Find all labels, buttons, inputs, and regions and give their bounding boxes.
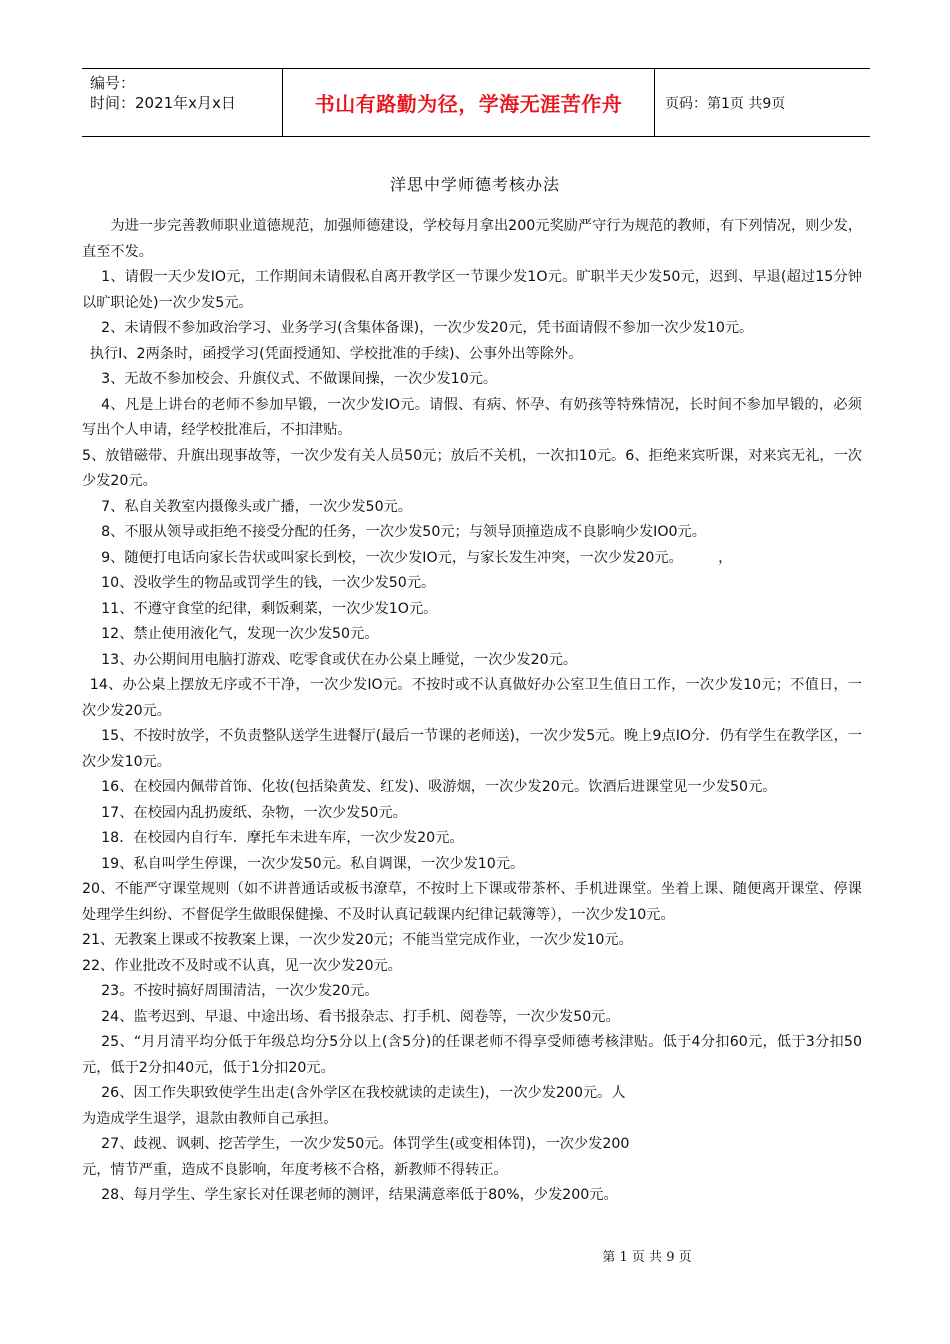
body-paragraph: 18．在校园内自行车．摩托车未进车库，一次少发20元。 xyxy=(101,830,464,846)
body-paragraph: 元，情节严重，造成不良影响，年度考核不合格，新教师不得转正。 xyxy=(82,1161,508,1178)
document-number-label: 编号： xyxy=(90,74,136,92)
body-paragraph: 25、“月月清平均分低于年级总均分5分以上(含5分)的任课老师不得享受师德考核津贴。低于4分扣60元，低于3分扣50元，低于2分扣40元，低于1分扣20元。 xyxy=(82,1034,862,1076)
body-paragraph: 19、私自叫学生停课，一次少发50元。私自调课，一次少发10元。 xyxy=(101,855,525,872)
body-paragraph: 7、私自关教室内摄像头或广播，一次少发50元。 xyxy=(101,498,412,515)
body-paragraph: 22、作业批改不及时或不认真，见一次少发20元。 xyxy=(82,957,402,974)
body-paragraph: 13、办公期间用电脑打游戏、吃零食或伏在办公桌上睡觉，一次少发20元。 xyxy=(101,651,578,668)
body-paragraph: 24、监考迟到、早退、中途出场、看书报杂志、打手机、阅卷等，一次少发50元。 xyxy=(101,1008,620,1025)
body-paragraph: 5、放错磁带、升旗出现事故等，一次少发有关人员50元；放后不关机，一次扣10元。6、拒绝来宾听课，对来宾无礼，一次少发20元。 xyxy=(82,447,862,489)
body-paragraph: 20、不能严守课堂规则（如不讲普通话或板书潦草，不按时上下课或带茶杯、手机进课堂。坐着上课、随便离开课堂、停课处理学生纠纷、不督促学生做眼保健操、不及时认真记载课内纪律记载簿等），一次少发10元。 xyxy=(82,881,862,923)
document-body xyxy=(82,214,862,1209)
body-paragraph: 为造成学生退学，退款由教师自己承担。 xyxy=(82,1110,338,1127)
page-footer: 第 1 页 共 9 页 xyxy=(602,1250,692,1265)
body-paragraph: 21、无教案上课或不按教案上课，一次少发20元；不能当堂完成作业，一次少发10元。 xyxy=(82,932,633,948)
header-page-info: 页码：第1页 共9页 xyxy=(665,95,786,112)
header-meta xyxy=(82,69,282,136)
body-paragraph: 2、未请假不参加政治学习、业务学习(含集体备课)，一次少发20元，凭书面请假不参加一次少发10元。 xyxy=(101,320,754,336)
document-title: 洋思中学师德考核办法 xyxy=(389,175,560,194)
body-paragraph: 26、因工作失职致使学生出走(含外学区在我校就读的走读生)，一次少发200元。人 xyxy=(101,1085,626,1101)
body-paragraph: 23。不按时搞好周围清洁，一次少发20元。 xyxy=(101,983,379,999)
body-paragraph: 27、歧视、讽刺、挖苦学生，一次少发50元。体罚学生(或变相体罚)，一次少发200 xyxy=(101,1136,630,1152)
body-paragraph: 4、凡是上讲台的老师不参加早锻，一次少发IO元。请假、有病、怀孕、有奶孩等特殊情况，长时间不参加早锻的，必须写出个人申请，经学校批准后，不扣津贴。 xyxy=(82,396,862,438)
body-paragraph: 执行I、2两条时，函授学习(凭面授通知、学校批准的手续)、公事外出等除外。 xyxy=(89,345,583,362)
body-paragraph: 28、每月学生、学生家长对任课老师的测评，结果满意率低于80%，少发200元。 xyxy=(101,1187,618,1203)
body-paragraph: 8、不服从领导或拒绝不接受分配的任务，一次少发50元；与领导顶撞造成不良影响少发IO0元。 xyxy=(101,524,706,540)
body-paragraph: 11、不遵守食堂的纪律，剩饭剩菜，一次少发1O元。 xyxy=(101,600,438,617)
body-paragraph: 3、无故不参加校会、升旗仪式、不做课间操，一次少发10元。 xyxy=(101,371,498,387)
body-paragraph: 1、请假一天少发IO元，工作期间未请假私自离开教学区一节课少发1O元。旷职半天少发50元，迟到、早退(超过15分钟以旷职论处)一次少发5元。 xyxy=(82,269,862,311)
body-paragraph: 9、随便打电话向家长告状或叫家长到校，一次少发IO元，与家长发生冲突，一次少发20元。 ， xyxy=(101,549,733,566)
body-paragraph: 14、办公桌上摆放无序或不干净，一次少发IO元。不按时或不认真做好办公室卫生值日工作，一次少发10元；不值日，一次少发20元。 xyxy=(82,677,862,719)
body-paragraph: 为进一步完善教师职业道德规范，加强师德建设，学校每月拿出200元奖励严守行为规范的教师，有下列情况，则少发，直至不发。 xyxy=(82,218,862,260)
document-time-label: 时间：2021年x月x日 xyxy=(90,94,236,112)
body-paragraph: 16、在校园内佩带首饰、化妆(包括染黄发、红发)、吸游烟，一次少发20元。饮酒后进课堂见一少发50元。 xyxy=(101,779,777,795)
header-motto: 书山有路勤为径，学海无涯苦作舟 xyxy=(282,69,655,136)
body-paragraph: 15、不按时放学，不负责整队送学生进餐厅(最后一节课的老师送)，一次少发5元。晚上9点IO分．仍有学生在教学区，一次少发10元。 xyxy=(82,728,862,770)
body-paragraph: 12、禁止使用液化气，发现一次少发50元。 xyxy=(101,626,379,642)
document-header xyxy=(82,68,870,137)
body-paragraph: 17、在校园内乱扔废纸、杂物，一次少发50元。 xyxy=(101,804,407,821)
body-paragraph: 10、没收学生的物品或罚学生的钱，一次少发50元。 xyxy=(101,575,436,591)
